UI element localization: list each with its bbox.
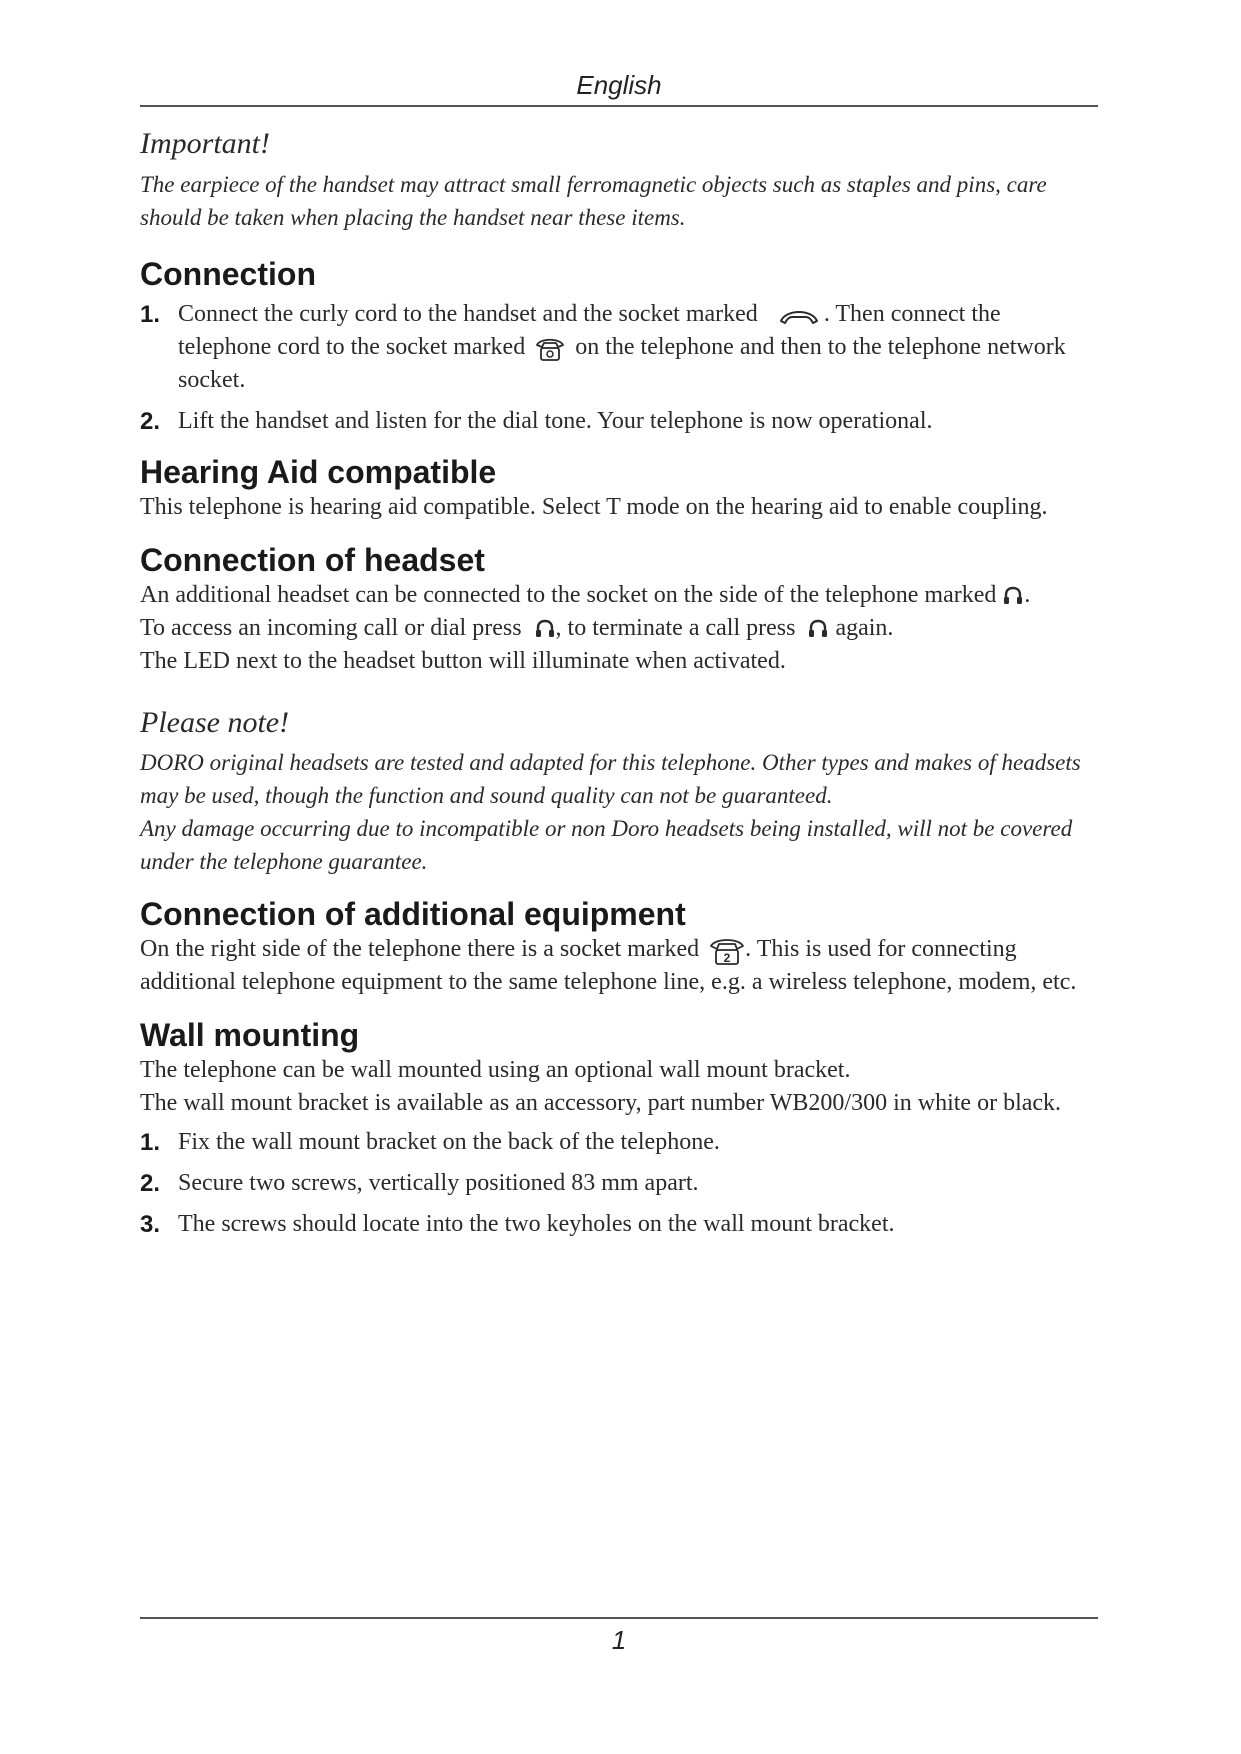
list-item [140,1208,1098,1241]
list-item [140,405,1098,438]
hearing-aid-heading: Hearing Aid compatible [140,454,497,491]
step-text: Lift the handset and listen for the dial tone. Your telephone is now operational. [178,408,933,435]
headset-heading: Connection of headset [140,542,485,579]
please-note [140,706,1098,879]
list-item [140,1167,1098,1200]
connection-steps [140,298,1098,438]
text-run: An additional headset can be connected to the socket on the side of the telephone marked [140,581,997,608]
running-header: English [140,70,1098,107]
step-text: . Then connect the telephone cord to the socket marked [178,301,1001,361]
please-note-text-1: DORO original headsets are tested and adapted for this telephone. Other types and makes of headsets may be used, though the function and sound quality can not be guaranteed. [140,750,1081,809]
step-number: 2. [140,1169,161,1197]
additional-equipment-text [140,933,1098,999]
step-number: 2. [140,408,161,436]
text-run: To access an incoming call or dial press [140,614,522,641]
important-text: The earpiece of the handset may attract small ferromagnetic objects such as staples and pins, care should be taken when placing the handset near these items. [140,171,1047,230]
hearing-aid-section [140,454,1098,524]
list-item [140,298,1098,397]
text-run: On the right side of the telephone there is a socket marked [140,936,700,963]
text-run: . [1024,581,1031,608]
step-number: 1. [140,301,161,329]
headset-icon [534,618,556,640]
please-note-title: Please note! [140,705,290,739]
wall-mounting-steps [140,1126,1098,1241]
important-title: Important! [140,127,270,160]
text-run: . This is used for connecting additional telephone equipment to the same telephone line, e.g. a wireless telephone, modem, etc. [140,936,1077,996]
svg-text:2: 2 [723,950,731,965]
text-run: , to terminate a call press [555,614,796,641]
headset-icon [807,618,829,640]
important-note [140,127,1098,234]
telephone-2-icon [709,936,745,966]
step-text: The screws should locate into the two keyholes on the wall mount bracket. [178,1210,895,1237]
step-text: Secure two screws, vertically positioned 83 mm apart. [178,1169,699,1196]
step-text: on the telephone and then to the telephone network socket. [178,334,1066,394]
handset-icon [778,306,820,326]
headset-icon [1002,585,1024,607]
text-run: again. [835,614,894,641]
please-note-text-2: Any damage occurring due to incompatible or non Doro headsets being installed, will not be covered under the telephone guarantee. [140,816,1073,875]
list-item [140,1126,1098,1159]
telephone-icon [535,336,565,362]
headset-text-3: The LED next to the headset button will illuminate when activated. [140,647,786,674]
wall-mounting-section [140,1017,1098,1241]
connection-heading: Connection [140,255,316,292]
headset-text-2 [140,612,1098,645]
step-number: 1. [140,1128,161,1156]
headset-text-1 [140,579,1098,612]
manual-page [140,70,1098,1249]
step-number: 3. [140,1210,161,1238]
wall-mounting-text-2: The wall mount bracket is available as an accessory, part number WB200/300 in white or black. [140,1089,1062,1116]
hearing-aid-text: This telephone is hearing aid compatible. Select T mode on the hearing aid to enable coupling. [140,494,1048,521]
additional-equipment-heading: Connection of additional equipment [140,896,686,933]
wall-mounting-heading: Wall mounting [140,1017,360,1054]
additional-equipment-section [140,896,1098,999]
step-text: Fix the wall mount bracket on the back of the telephone. [178,1128,720,1155]
step-text: Connect the curly cord to the handset and the socket marked [178,301,758,328]
connection-section [140,256,1098,439]
wall-mounting-text-1: The telephone can be wall mounted using an optional wall mount bracket. [140,1056,851,1083]
headset-section [140,542,1098,678]
page-number: 1 [140,1617,1098,1656]
